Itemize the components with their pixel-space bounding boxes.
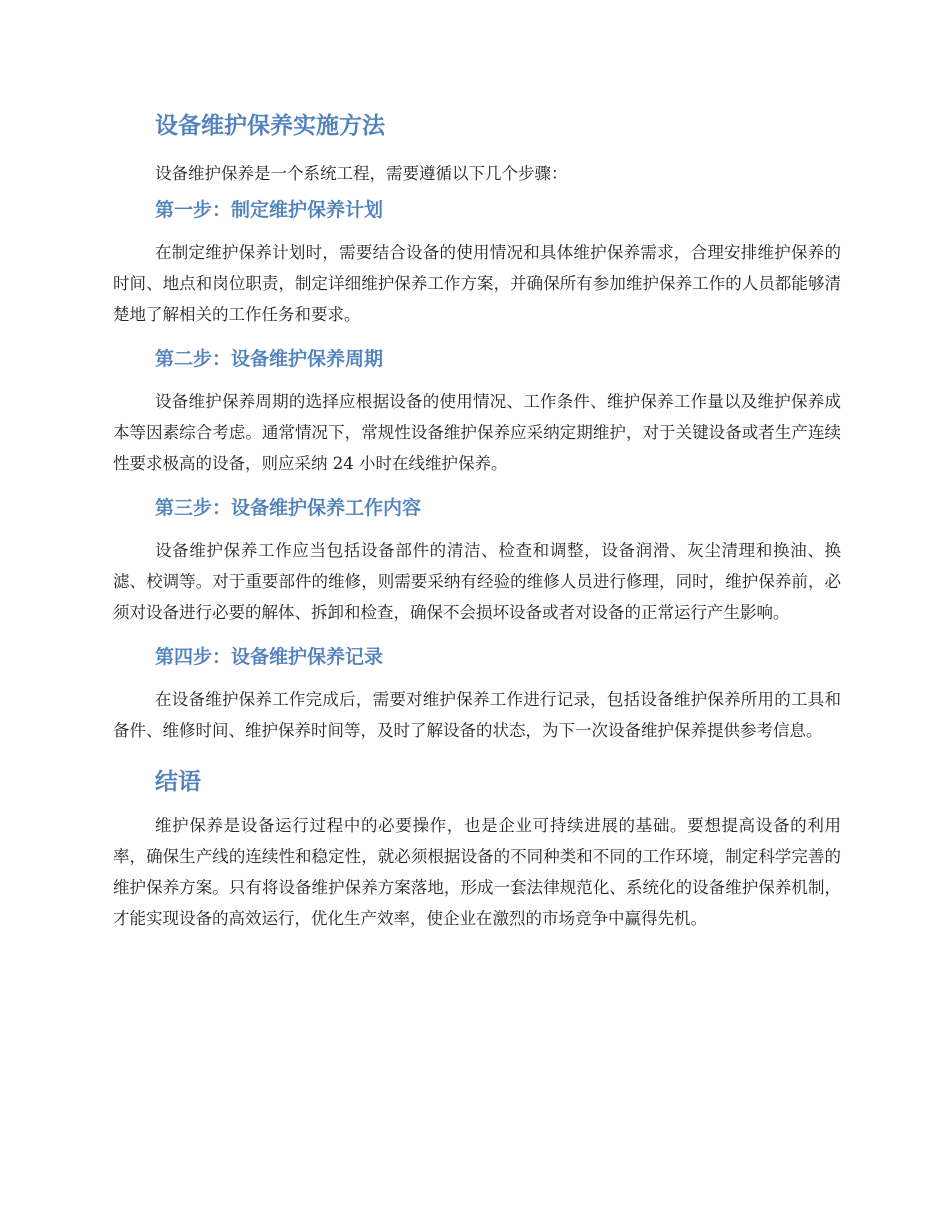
step-4-paragraph: 在设备维护保养工作完成后，需要对维护保养工作进行记录，包括设备维护保养所用的工具和备件、维修时间、维护保养时间等，及时了解设备的状态，为下一次设备维护保养提供参考信息。 xyxy=(113,690,841,740)
step-2-paragraph: 设备维护保养周期的选择应根据设备的使用情况、工作条件、维护保养工作量以及维护保养成本等因素综合考虑。通常情况下，常规性设备维护保养应采纳定期维护，对于关键设备或者生产连续性要求极高的设备，则应采纳 24 小时在线维护保养。 xyxy=(113,392,841,473)
conclusion-heading: 结语 xyxy=(155,769,201,795)
step-4-heading: 第四步：设备维护保养记录 xyxy=(155,646,384,668)
conclusion-paragraph: 维护保养是设备运行过程中的必要操作，也是企业可持续进展的基础。要想提高设备的利用率，确保生产线的连续性和稳定性，就必须根据设备的不同种类和不同的工作环境，制定科学完善的维护保养方案。只有将设备维护保养方案落地，形成一套法律规范化、系统化的设备维护保养机制，才能实现设备的高效运行，优化生产效率，使企业在激烈的市场竞争中赢得先机。 xyxy=(113,816,841,928)
step-2-heading: 第二步：设备维护保养周期 xyxy=(155,348,384,370)
step-3-paragraph: 设备维护保养工作应当包括设备部件的清洁、检查和调整，设备润滑、灰尘清理和换油、换滤、校调等。对于重要部件的维修，则需要采纳有经验的维修人员进行修理，同时，维护保养前，必须对设备进行必要的解体、拆卸和检查，确保不会损坏设备或者对设备的正常运行产生影响。 xyxy=(113,541,841,622)
step-3-section xyxy=(113,491,841,628)
step-1-section xyxy=(113,193,841,330)
conclusion-section xyxy=(113,764,841,934)
step-2-section xyxy=(113,342,841,479)
step-3-heading: 第三步：设备维护保养工作内容 xyxy=(155,497,422,519)
document-title: 设备维护保养实施方法 xyxy=(155,113,385,139)
step-1-paragraph: 在制定维护保养计划时，需要结合设备的使用情况和具体维护保养需求，合理安排维护保养的时间、地点和岗位职责，制定详细维护保养工作方案，并确保所有参加维护保养工作的人员都能够清楚地了解相关的工作任务和要求。 xyxy=(113,243,841,324)
intro-paragraph: 设备维护保养是一个系统工程，需要遵循以下几个步骤： xyxy=(155,164,568,183)
document-page xyxy=(113,108,841,946)
step-1-heading: 第一步：制定维护保养计划 xyxy=(155,199,384,221)
step-4-section xyxy=(113,640,841,746)
